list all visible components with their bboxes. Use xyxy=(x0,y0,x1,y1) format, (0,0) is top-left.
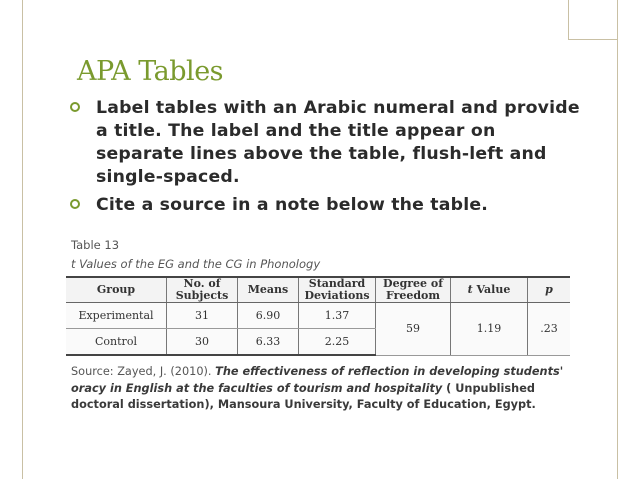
header-sd-line1: Standard xyxy=(308,277,366,290)
cell-means: 6.33 xyxy=(238,328,299,355)
header-t-suffix: Value xyxy=(472,283,511,296)
source-suffix: ( Unpublished doctoral dissertation), Mansoura University, Faculty of Education, Egypt. xyxy=(71,381,536,411)
cell-group: Experimental xyxy=(66,303,167,329)
cell-df: 59 xyxy=(376,303,451,356)
cell-group: Control xyxy=(66,328,167,355)
cell-p: .23 xyxy=(528,303,571,356)
circle-bullet-icon xyxy=(70,102,80,112)
bullet-list xyxy=(68,97,588,217)
table-header-row xyxy=(66,277,570,303)
header-means: Means xyxy=(238,277,299,303)
header-t-italic: t xyxy=(467,283,473,296)
table-label: Table 13 xyxy=(71,238,120,252)
table-row xyxy=(66,303,570,329)
slide-title: APA Tables xyxy=(77,56,224,87)
cell-subjects: 31 xyxy=(167,303,238,329)
header-subjects-line2: Subjects xyxy=(175,289,229,302)
table-subtitle: t Values of the EG and the CG in Phonology xyxy=(71,257,321,271)
header-subjects xyxy=(167,277,238,303)
circle-bullet-icon xyxy=(70,199,80,209)
header-sd-line2: Deviations xyxy=(304,289,370,302)
header-df xyxy=(376,277,451,303)
bullet-item-label-tables xyxy=(68,97,588,189)
cell-sd: 2.25 xyxy=(299,328,376,355)
header-sd xyxy=(299,277,376,303)
cell-subjects: 30 xyxy=(167,328,238,355)
header-df-line2: Freedom xyxy=(385,289,441,302)
slide-corner-decoration xyxy=(568,0,618,40)
cell-sd: 1.37 xyxy=(299,303,376,329)
bullet-item-cite-source xyxy=(68,194,588,217)
results-table xyxy=(66,276,570,356)
source-note xyxy=(71,364,571,414)
header-p: p xyxy=(528,277,571,303)
header-t-value xyxy=(451,277,528,303)
header-df-line1: Degree of xyxy=(383,277,443,290)
header-subjects-line1: No. of xyxy=(183,277,221,290)
cell-means: 6.90 xyxy=(238,303,299,329)
bullet-text: Cite a source in a note below the table. xyxy=(96,195,489,215)
source-prefix: Source: Zayed, J. (2010). xyxy=(71,365,216,378)
header-group: Group xyxy=(66,277,167,303)
cell-t-value: 1.19 xyxy=(451,303,528,356)
bullet-text: Label tables with an Arabic numeral and provide a title. The label and the title appear on separate lines above the table, flush-left and single-spaced. xyxy=(96,98,580,187)
source-title: The effectiveness of reflection in developing students' oracy in English at the faculties of tourism and hospitality xyxy=(71,365,564,395)
